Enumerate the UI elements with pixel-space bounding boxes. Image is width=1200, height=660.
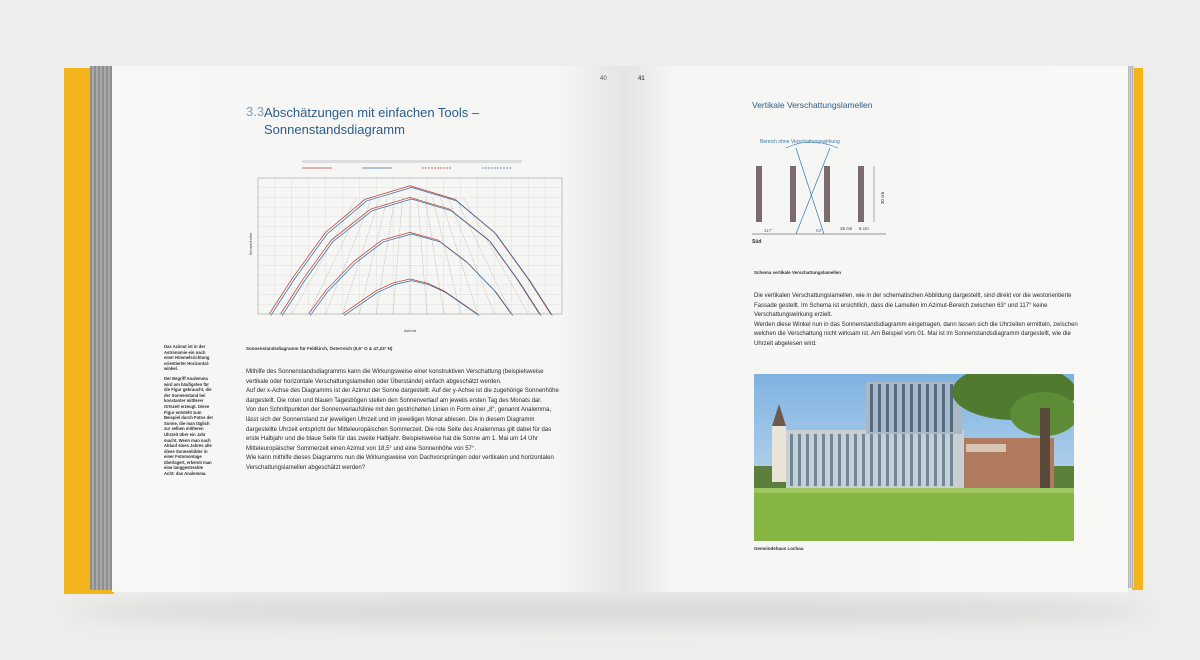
- chart-legend: [302, 160, 522, 168]
- chart-caption: Sonnenstandsdiagramm für Feldkirch, Österreich (9,6° O & 47,23° N): [246, 346, 393, 351]
- paragraph: Werden diese Winkel nun in das Sonnenstandsdiagramm eingetragen, dann lassen sich die Uhrzeiten ermitteln, zwischen welchen die Verschattung nicht wirksam ist. Am Beispiel vom 01. Mai ist im Sonnenstandsdiagramm dargestellt, wie die Uhrzeit abgelesen wird.: [754, 321, 1078, 347]
- chart-curves: [269, 186, 552, 316]
- paragraph: Auf der x-Achse des Diagramms ist der Azimut der Sonne dargestellt. Auf der y-Achse ist die zugehörige Sonnenhöhe dargestellt. Die roten und blauen Tagesbögen stellen den Sonnenverlauf am jeweils ersten Tag des Monats dar.: [246, 388, 559, 404]
- schema-label-angle-right: 63°: [816, 228, 823, 233]
- lamella-schema: [746, 134, 906, 262]
- section-heading: Vertikale Verschattungslamellen: [752, 100, 873, 110]
- sidebar-notes: [164, 344, 214, 481]
- schema-ray: [796, 148, 824, 234]
- schema-label-south: Süd: [752, 239, 762, 245]
- schema-label-angle-left: 117°: [764, 228, 773, 233]
- lamella: [858, 166, 864, 222]
- paragraph: Mithilfe des Sonnenstandsdiagramms kann die Wirkungsweise einer konstruktiven Verschattung (beispielsweise vertikale oder horizontale Verschattungslamellen oder Überstände) einfach abgeschätzt werden.: [246, 369, 544, 385]
- lamella: [756, 166, 762, 222]
- sidebar-note-analemma: Der Begriff Analemma wird am häufigsten für die Figur gebraucht, die der Sonnenstand bei konstanter mittlerer Ortszeit erzeugt. Diese Figur entsteht zum Beispiel durch Fotos der Sonne, die man täglich zur selben mittleren Uhrzeit über ein Jahr macht. Wenn man nach Ablauf eines Jahres alle diese Sonnenbilder in einer Fotomontage überlagert, erkennt man eine langgestreckte Acht: das Analemma.: [164, 375, 214, 477]
- lamella: [824, 166, 830, 222]
- right-page: [622, 66, 1128, 592]
- page-number: 41: [638, 76, 645, 82]
- schema-label-gap: 15 cm: [840, 226, 853, 231]
- section-heading: Abschätzungen mit einfachen Tools – Sonnenstandsdiagramm: [264, 105, 480, 137]
- x-axis-label: Azimut: [403, 328, 417, 333]
- lamella: [790, 166, 796, 222]
- sidebar-note-azimut: Das Azimut ist in der Astronomie ein nach einer Himmelsrichtung orientierter Horizontalwinkel.: [164, 344, 210, 372]
- day-arc-blue-2: [282, 199, 541, 316]
- paragraph: Von den Schnittpunkten der Sonnenverlaufslinie mit den gestrichelten Linien in Form einer „8“, genannt Analemma, lässt sich der Sonnenstand zur jeweiligen Uhrzeit und im jeweiligen Monat ablesen. Die in diesem Diagramm dargestellte Uhrzeit entspricht der Mitteleuropäischen Sommerzeit. Die rote Seite des Analemmas gilt dabei für das erste Halbjahr und die blaue Seite für das zweite Halbjahr. Beispielsweise hat die Sonne am 1. Mai um 14 Uhr Mitteleuropäischer Sommerzeit einen Azimut von 18,5° und eine Sonnenhöhe von 57°.: [246, 407, 552, 452]
- schema-caption: Schema vertikale Verschattungslamellen: [754, 270, 842, 275]
- chart-title-bar: [302, 160, 522, 163]
- paragraph: Die vertikalen Verschattungslamellen, wie in der schematischen Abbildung dargestellt, sind direkt vor die westorientierte Fassade gestellt. Im Schema ist ersichtlich, dass die Lamellen im Azimut-Bereich zwischen 63° und 117° keine Verschattungswirkung erzielt.: [754, 293, 1072, 319]
- day-arc-blue-3: [271, 187, 552, 315]
- body-text: [754, 292, 1078, 350]
- building-photo-image: [754, 374, 1074, 541]
- sun-path-chart: [232, 154, 572, 336]
- schema-label-thickness: 5 cm: [859, 226, 869, 231]
- photo-caption: Gemeindehaus Lochau: [754, 546, 804, 551]
- section-number: 3.3: [246, 104, 265, 119]
- schema-label-height: 30 cm: [880, 191, 885, 205]
- day-arc-blue-0: [344, 281, 479, 316]
- left-page: [112, 66, 622, 592]
- book-shadow: [70, 600, 1150, 622]
- y-axis-label: Sonnenhöhe: [248, 232, 253, 256]
- schema-label-top: Bereich ohne Verschattungswirkung: [760, 139, 840, 145]
- body-text: [246, 368, 562, 474]
- paragraph: Wie kann mithilfe dieses Diagramms nun die Wirkungsweise von Dachvorsprüngen oder vertikalen und horizontalen Verschattungslamellen abgeschätzt werden?: [246, 455, 554, 471]
- building-photo: [754, 374, 1074, 541]
- page-number: 40: [600, 76, 607, 82]
